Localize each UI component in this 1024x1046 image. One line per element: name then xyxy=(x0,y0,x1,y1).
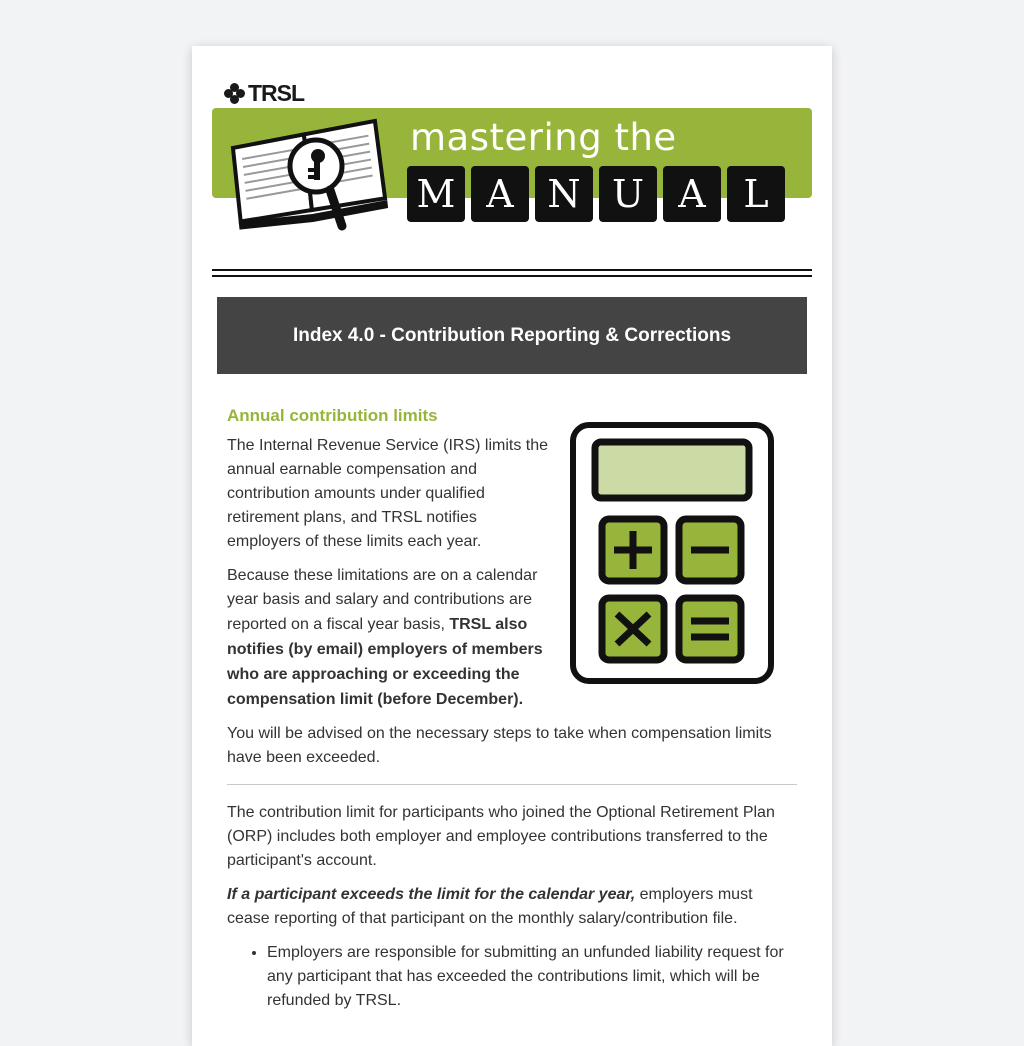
banner-title: mastering the xyxy=(410,116,677,159)
letter-tile: A xyxy=(471,166,529,222)
letter-tile: N xyxy=(535,166,593,222)
section-divider xyxy=(227,784,797,785)
paragraph-irs-limits: The Internal Revenue Service (IRS) limits the annual earnable compensation and contribution amounts under qualified retirement plans, and TRSL notifies employers of these limits each year. xyxy=(227,437,549,550)
clover-icon xyxy=(224,83,246,105)
notification-emphasis: TRSL also notifies (by email) employers of members who are approaching or exceeding the compensation limit (before December). xyxy=(227,616,543,708)
responsibility-list xyxy=(227,941,797,1013)
exceeds-limit-text: employers must cease reporting of that participant on the monthly salary/contribution file. xyxy=(227,886,753,927)
newsletter-card xyxy=(192,46,832,1046)
list-item: • Employers are responsible for submitting an unfunded liability request for any participant that has exceeded the contributions limit, which will be refunded by TRSL. xyxy=(267,941,797,1013)
letter-tile: L xyxy=(727,166,785,222)
paragraph-calendar-basis xyxy=(227,564,549,712)
exceeds-limit-emphasis: If a participant exceeds the limit for the calendar year, xyxy=(227,886,636,903)
letter-tile: M xyxy=(407,166,465,222)
section-title: Index 4.0 - Contribution Reporting & Corrections xyxy=(292,324,732,346)
letter-tile: U xyxy=(599,166,657,222)
section-heading: Annual contribution limits xyxy=(227,406,438,425)
paragraph-exceeds-limit xyxy=(227,883,797,931)
paragraph-orp-limit: The contribution limit for participants who joined the Optional Retirement Plan (ORP) includes both employer and employee contributions transferred to the participant's account. xyxy=(227,804,775,869)
section-title-bar xyxy=(217,297,807,374)
banner-letter-tiles xyxy=(407,166,785,222)
calendar-basis-text: Because these limitations are on a calendar year basis and salary and contributions are reported on a fiscal year basis, xyxy=(227,567,538,633)
trsl-logo xyxy=(224,80,304,107)
paragraph-advised: You will be advised on the necessary steps to take when compensation limits have been exceeded. xyxy=(227,725,772,766)
open-book-magnifier-icon xyxy=(230,118,390,238)
header-rule-bottom xyxy=(212,275,812,277)
letter-tile: A xyxy=(663,166,721,222)
org-name: TRSL xyxy=(248,80,305,106)
header-rule-top xyxy=(212,269,812,271)
article-body xyxy=(227,406,797,1013)
